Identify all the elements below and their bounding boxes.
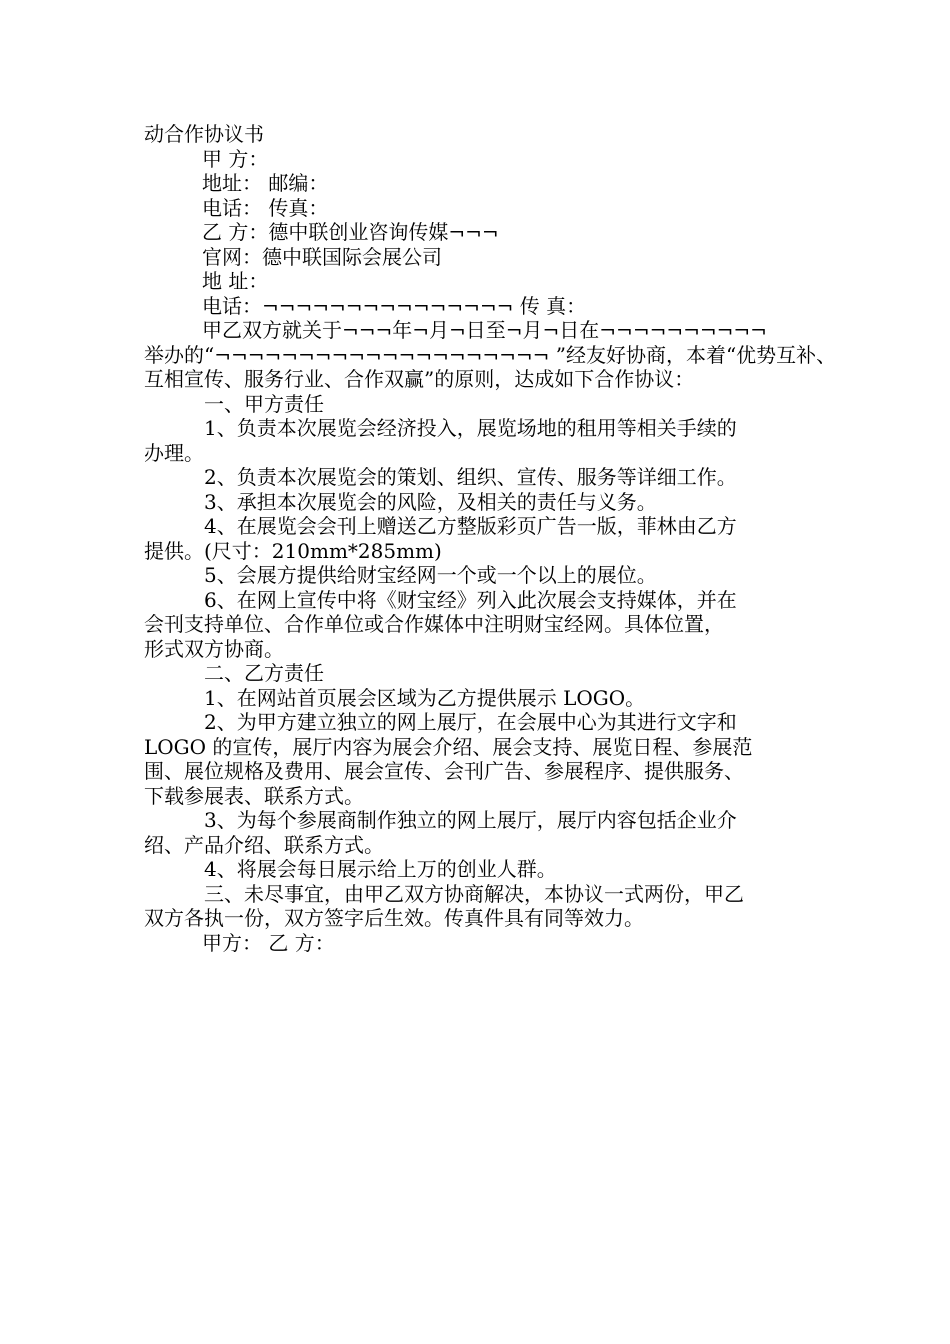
- s1-item-4-cont: 提供。(尺寸：210mm*285mm): [144, 538, 442, 563]
- party-a-address: 地址： 邮编：: [202, 171, 329, 195]
- s1-item-5: 5、会展方提供给财宝经网一个或一个以上的展位。: [204, 563, 657, 587]
- s1-item-2: 2、负责本次展览会的策划、组织、宣传、服务等详细工作。: [204, 465, 737, 489]
- signature-line: 甲方： 乙 方：: [202, 930, 335, 955]
- s1-item-6: 6、在网上宣传中将《财宝经》列入此次展会支持媒体，并在: [204, 587, 737, 612]
- s1-item-6-cont: 形式双方协商。: [144, 636, 284, 661]
- intro-line: 举办的“¬¬¬¬¬¬¬¬¬¬¬¬¬¬¬¬¬¬¬¬ ”经友好协商，本着“优势互补、: [144, 342, 837, 367]
- party-a-label: 甲 方：: [202, 146, 269, 171]
- s1-item-3: 3、承担本次展览会的风险，及相关的责任与义务。: [204, 489, 657, 514]
- party-b-address: 地 址：: [202, 269, 269, 293]
- s1-item-4: 4、在展览会会刊上赠送乙方整版彩页广告一版，菲林由乙方: [204, 514, 737, 538]
- s1-item-1: 1、负责本次展览会经济投入，展览场地的租用等相关手续的: [204, 416, 737, 440]
- intro-line: 互相宣传、服务行业、合作双赢”的原则，达成如下合作协议：: [144, 367, 695, 391]
- s2-item-2-cont: LOGO 的宣传，展厅内容为展会介绍、展会支持、展览日程、参展范: [144, 734, 753, 759]
- section-1-title: 一、甲方责任: [204, 391, 324, 416]
- intro-line: 甲乙双方就关于¬¬¬年¬月¬日至¬月¬日在¬¬¬¬¬¬¬¬¬¬: [202, 318, 767, 342]
- document-body: [144, 122, 837, 955]
- s2-item-2-cont: 下载参展表、联系方式。: [144, 783, 364, 808]
- s1-item-6-cont: 会刊支持单位、合作单位或合作媒体中注明财宝经网。具体位置，: [144, 612, 724, 636]
- s2-item-3-cont: 绍、产品介绍、联系方式。: [144, 832, 384, 857]
- party-a-phone: 电话： 传真：: [202, 195, 329, 220]
- s2-item-4: 4、将展会每日展示给上万的创业人群。: [204, 857, 557, 881]
- s1-item-1-cont: 办理。: [144, 440, 204, 465]
- section-3-cont: 双方各执一份，双方签字后生效。传真件具有同等效力。: [144, 906, 644, 930]
- party-b-phone: 电话：¬¬¬¬¬¬¬¬¬¬¬¬¬¬¬ 传 真：: [202, 293, 587, 318]
- section-2-title: 二、乙方责任: [204, 661, 324, 685]
- s2-item-1: 1、在网站首页展会区域为乙方提供展示 LOGO。: [204, 685, 646, 710]
- s2-item-2-cont: 围、展位规格及费用、展会宣传、会刊广告、参展程序、提供服务、: [144, 759, 744, 783]
- section-3: 三、未尽事宜，由甲乙双方协商解决，本协议一式两份，甲乙: [204, 881, 744, 906]
- s2-item-2: 2、为甲方建立独立的网上展厅，在会展中心为其进行文字和: [204, 710, 737, 734]
- doc-title: 动合作协议书: [144, 122, 264, 146]
- party-b-label: 乙 方：德中联创业咨询传媒¬¬¬: [202, 220, 499, 244]
- party-b-site: 官网：德中联国际会展公司: [202, 244, 442, 269]
- s2-item-3: 3、为每个参展商制作独立的网上展厅，展厅内容包括企业介: [204, 808, 737, 832]
